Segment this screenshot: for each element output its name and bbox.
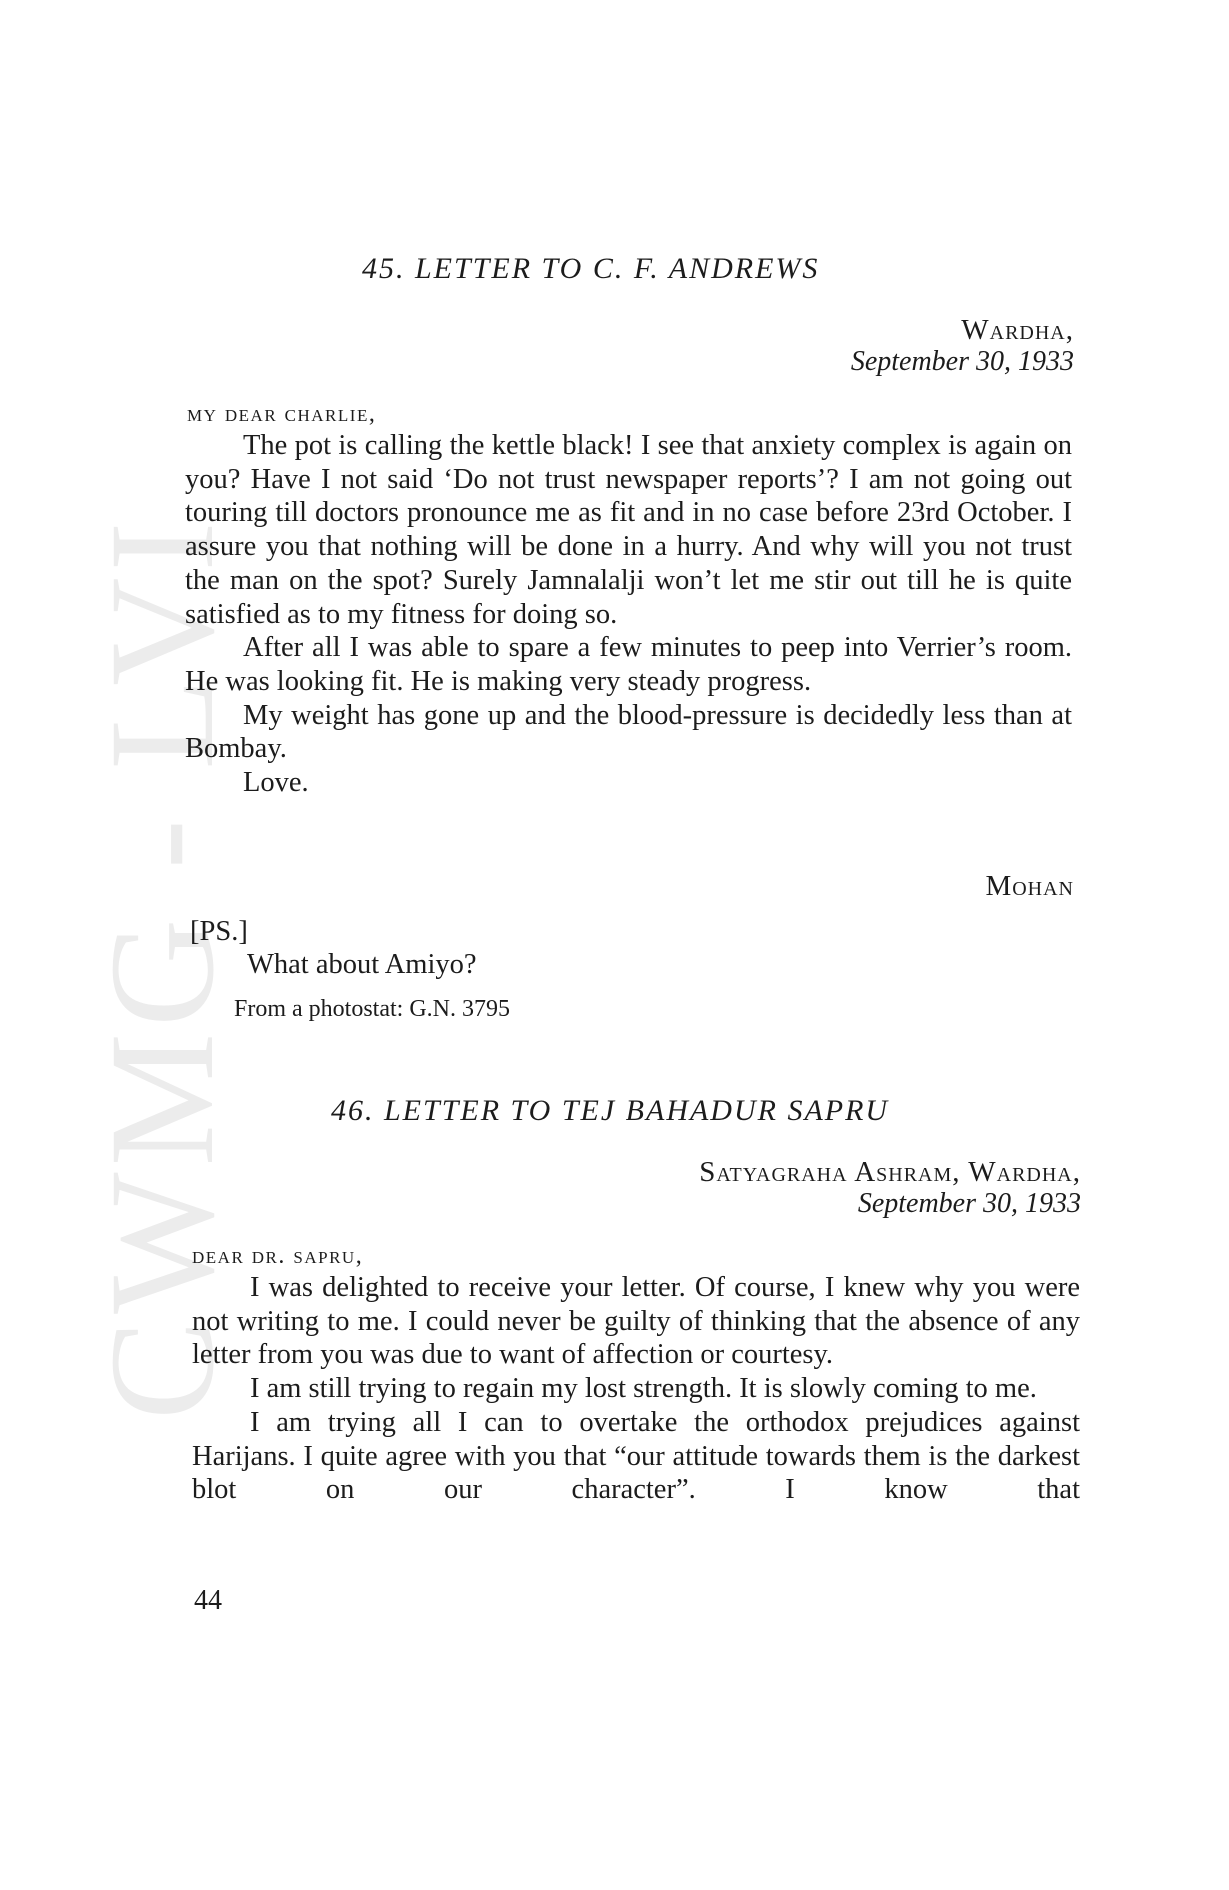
letter2-paragraph: I am still trying to regain my lost strength. It is slowly coming to me. xyxy=(250,1373,1037,1405)
letter1-paragraph: Love. xyxy=(243,767,309,799)
ps-text: What about Amiyo? xyxy=(247,949,477,980)
letter1-paragraph: After all I was able to spare a few minutes to peep into Verrier’s room. He was looking fit. He is making very steady progress. xyxy=(185,632,1072,697)
letter2-salutation xyxy=(192,1243,363,1270)
watermark-text: CWMG LVI xyxy=(112,515,242,1420)
letter1-paragraph: The pot is calling the kettle black! I see that anxiety complex is again on you? Have I not said ‘Do not trust newspaper reports’? I am not going out touring till doctors pronounce me as fit and in no case before 23rd October. I assure you that nothing will be done in a hurry. And why will you not trust the man on the spot? Surely Jamnalalji won’t let me stir out till he is quite satisfied as to my fitness for doing so. xyxy=(185,430,1072,630)
page-number: 44 xyxy=(194,1585,222,1616)
letter1-signature: Mohan xyxy=(985,870,1074,902)
letter1-date: September 30, 1933 xyxy=(850,346,1074,377)
ps-label: [PS.] xyxy=(190,916,248,947)
letter1-salutation-text: my dear charlie, xyxy=(187,401,377,427)
letter2-salutation-text: dear dr. sapru, xyxy=(192,1243,364,1269)
letter1-body xyxy=(185,429,1072,800)
letter2-place: Satyagraha Ashram, Wardha, xyxy=(699,1156,1081,1188)
letter2-paragraph: I was delighted to receive your letter. Of course, I knew why you were not writing to me. I could never be guilty of thinking that the absence of any letter from you was due to want of affection or courtesy. xyxy=(192,1272,1080,1371)
letter2-paragraph: I am trying all I can to overtake the orthodox prejudices against Harijans. I quite agree with you that “our attitude towards them is the darkest blot on our character”. I know that xyxy=(192,1406,1080,1506)
letter1-paragraph: My weight has gone up and the blood-pressure is decidedly less than at Bombay. xyxy=(185,699,1072,765)
letter2-date: September 30, 1933 xyxy=(857,1188,1081,1219)
letter2-title: 46. LETTER TO TEJ BAHADUR SAPRU xyxy=(331,1094,890,1127)
letter2-body xyxy=(192,1271,1080,1507)
letter1-source: From a photostat: G.N. 3795 xyxy=(234,996,510,1022)
letter1-place: Wardha, xyxy=(961,314,1074,346)
letter1-title: 45. LETTER TO C. F. ANDREWS xyxy=(362,252,820,285)
letter1-salutation xyxy=(187,401,376,428)
